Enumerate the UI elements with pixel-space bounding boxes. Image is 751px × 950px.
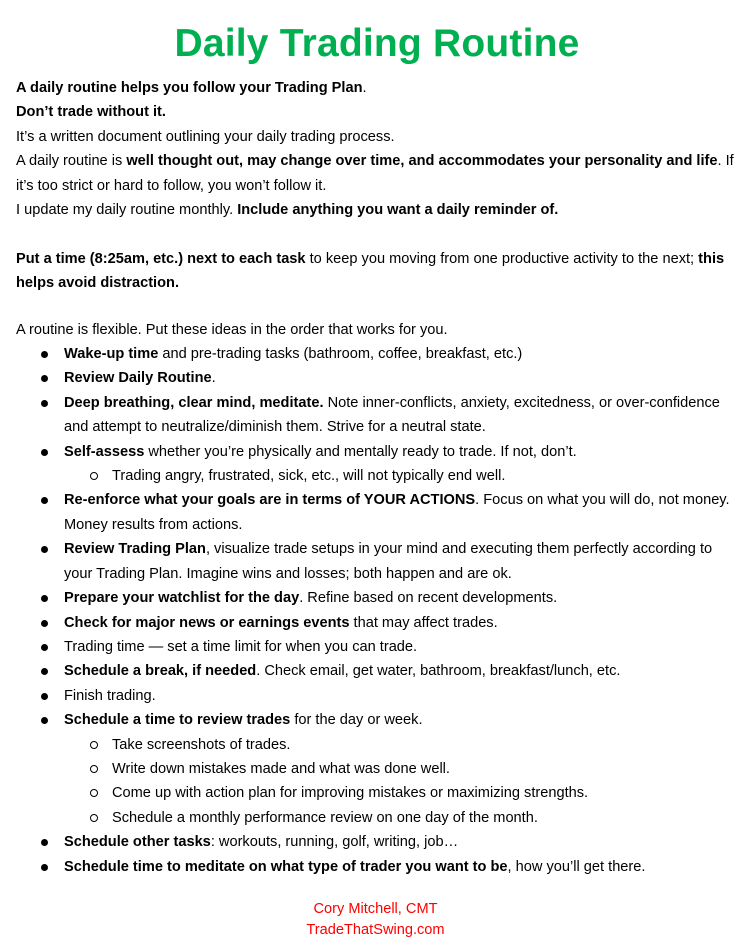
bullet-icon xyxy=(41,351,48,358)
routine-item xyxy=(64,830,738,854)
routine-item-text: and pre-trading tasks (bathroom, coffee, breakfast, etc.) xyxy=(158,346,523,363)
routine-item-text: . xyxy=(211,370,216,387)
routine-item-heading: Schedule a break, if needed xyxy=(64,663,257,680)
routine-item xyxy=(64,537,738,586)
routine-item-heading: Self-assess xyxy=(64,443,145,460)
circle-bullet-icon xyxy=(90,472,98,480)
bullet-icon xyxy=(41,595,48,602)
author-name: Cory Mitchell, CMT xyxy=(313,901,438,917)
routine-item-text: . Focus on what you will do, not money. Money results from actions. xyxy=(64,492,730,533)
circle-bullet-icon xyxy=(90,789,98,797)
routine-item-text: Trading time — set a time limit for when you can trade. xyxy=(64,638,418,655)
routine-item-heading: Prepare your watchlist for the day xyxy=(64,590,300,607)
routine-item xyxy=(64,708,738,830)
routine-item-heading: Wake-up time xyxy=(64,346,159,363)
routine-item-heading: Schedule other tasks xyxy=(64,834,211,851)
routine-item xyxy=(64,586,738,610)
routine-item-heading: Check for major news or earnings events xyxy=(64,614,350,631)
routine-item xyxy=(64,635,738,659)
bullet-icon xyxy=(41,693,48,700)
bullet-icon xyxy=(41,717,48,724)
routine-item xyxy=(64,855,738,879)
bullet-icon xyxy=(41,546,48,553)
bullet-icon xyxy=(41,839,48,846)
intro-line-1: A daily routine helps you follow your Trading Plan. xyxy=(16,80,367,96)
routine-item-text: that may affect trades. xyxy=(349,614,498,631)
routine-item xyxy=(64,488,738,537)
bullet-icon xyxy=(41,864,48,871)
bullet-icon xyxy=(41,497,48,504)
sub-list-item-text: Take screenshots of trades. xyxy=(112,736,291,753)
routine-item-heading: Review Trading Plan xyxy=(64,541,206,558)
circle-bullet-icon xyxy=(90,814,98,822)
routine-item xyxy=(64,391,738,440)
time-note: Put a time (8:25am, etc.) next to each task to keep you moving from one productive activity to the next; this helps avoid distraction. xyxy=(16,250,725,292)
bullet-icon xyxy=(41,449,48,456)
routine-item-heading: Deep breathing, clear mind, meditate. xyxy=(64,394,324,411)
routine-item xyxy=(64,440,738,489)
bullet-icon xyxy=(41,400,48,407)
routine-item-heading: Schedule a time to review trades xyxy=(64,712,291,729)
sub-list-item xyxy=(112,757,738,781)
intro-line-2: Don’t trade without it. xyxy=(16,104,166,121)
sub-list-item-text: Come up with action plan for improving mistakes or maximizing strengths. xyxy=(112,785,589,802)
routine-item-text: , visualize trade setups in your mind and executing them perfectly according to your Trading Plan. Imagine wins and losses; both happen and are ok. xyxy=(64,541,713,582)
routine-item xyxy=(64,684,738,708)
routine-item xyxy=(64,366,738,390)
sub-list-item xyxy=(112,806,738,830)
routine-item-heading: Review Daily Routine xyxy=(64,370,212,387)
page-title: Daily Trading Routine xyxy=(174,22,580,65)
sub-list-item xyxy=(112,733,738,757)
routine-item-heading: Schedule time to meditate on what type of trader you want to be xyxy=(64,858,508,875)
sub-list-item xyxy=(112,781,738,805)
routine-item xyxy=(64,659,738,683)
routine-list xyxy=(16,342,738,879)
bullet-icon xyxy=(41,668,48,675)
routine-item-text: Finish trading. xyxy=(64,687,156,704)
routine-item-text: . Check email, get water, bathroom, breakfast/lunch, etc. xyxy=(256,663,621,680)
routine-item-text: for the day or week. xyxy=(290,712,423,729)
routine-item-text: , how you’ll get there. xyxy=(507,858,646,875)
intro-line-4: A daily routine is well thought out, may change over time, and accommodates your personality and life. If it’s too strict or hard to follow, you won’t follow it. xyxy=(16,153,734,194)
spacer xyxy=(16,222,738,246)
footer xyxy=(0,899,751,941)
document-page xyxy=(16,18,738,879)
intro-line-5: I update my daily routine monthly. Include anything you want a daily reminder of. xyxy=(16,202,559,219)
sub-list xyxy=(64,464,738,488)
routine-item-heading: Re-enforce what your goals are in terms of YOUR ACTIONS xyxy=(64,492,476,509)
sub-list-item xyxy=(112,464,738,488)
routine-item-text: . Refine based on recent developments. xyxy=(299,590,558,607)
sub-list-item-text: Schedule a monthly performance review on one day of the month. xyxy=(112,809,538,826)
routine-intro: A routine is flexible. Put these ideas in the order that works for you. xyxy=(16,321,448,338)
spacer xyxy=(16,296,738,318)
routine-item-text: Note inner-conflicts, anxiety, excitedness, or over-confidence and attempt to neutralize/diminish them. Strive for a neutral state. xyxy=(64,394,720,436)
routine-item xyxy=(64,342,738,366)
sub-list-item-text: Write down mistakes made and what was done well. xyxy=(112,760,450,777)
circle-bullet-icon xyxy=(90,741,98,749)
bullet-icon xyxy=(41,620,48,627)
bullet-icon xyxy=(41,644,48,651)
sub-list xyxy=(64,733,738,831)
document-body xyxy=(16,76,738,879)
routine-item xyxy=(64,611,738,635)
routine-item-text: whether you’re physically and mentally ready to trade. If not, don’t. xyxy=(144,443,577,460)
bullet-icon xyxy=(41,375,48,382)
routine-item-text: : workouts, running, golf, writing, job… xyxy=(210,834,459,851)
sub-list-item-text: Trading angry, frustrated, sick, etc., will not typically end well. xyxy=(112,468,506,485)
circle-bullet-icon xyxy=(90,765,98,773)
intro-line-3: It’s a written document outlining your daily trading process. xyxy=(16,128,395,145)
website-link[interactable]: TradeThatSwing.com xyxy=(306,922,445,938)
